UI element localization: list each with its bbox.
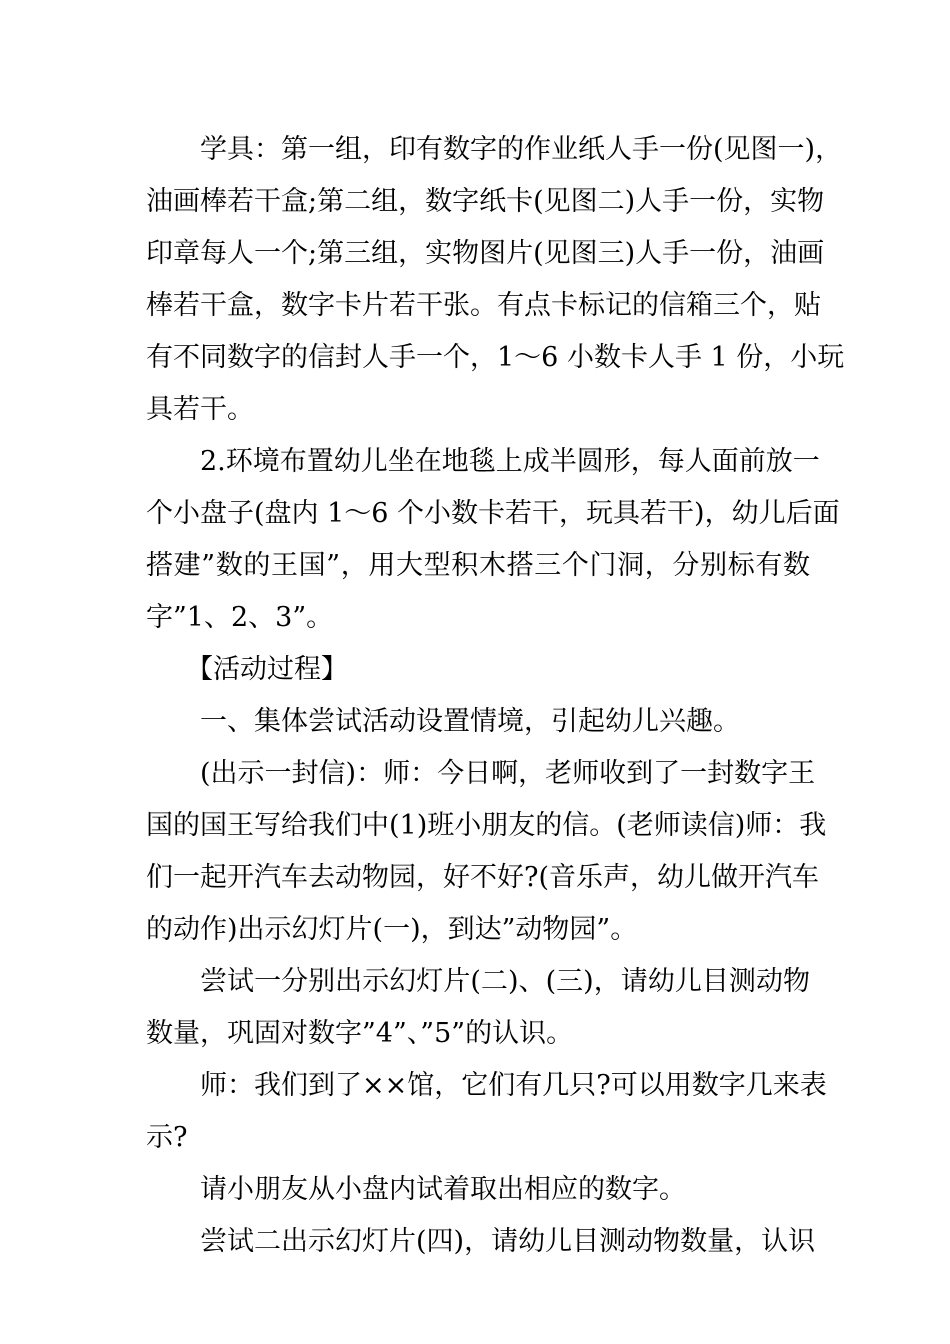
- paragraph-line: 油画棒若干盒;第二组，数字纸卡(见图二)人手一份，实物: [146, 186, 825, 217]
- paragraph-line: 印章每人一个;第三组，实物图片(见图三)人手一份，油画: [146, 238, 825, 269]
- paragraph-line: 学具：第一组，印有数字的作业纸人手一份(见图一)，: [200, 134, 843, 165]
- paragraph-line: 搭建”数的王国”，用大型积木搭三个门洞，分别标有数: [146, 550, 810, 581]
- paragraph-line: 字”1、2、3”。: [146, 602, 334, 633]
- paragraph-line: 棒若干盒，数字卡片若干张。有点卡标记的信箱三个，贴: [146, 290, 821, 321]
- paragraph-line: 示?: [146, 1122, 188, 1153]
- paragraph-line: 数量，巩固对数字”4”、”5”的认识。: [146, 1018, 574, 1049]
- paragraph-line: 具若干。: [146, 394, 254, 425]
- paragraph-line: 的动作)出示幻灯片(一)，到达”动物园”。: [146, 914, 638, 945]
- paragraph-line: 尝试一分别出示幻灯片(二)、(三)，请幼儿目测动物: [200, 966, 810, 997]
- paragraph-line: (出示一封信)：师：今日啊，老师收到了一封数字王: [200, 758, 816, 789]
- document-body: [146, 124, 845, 1268]
- paragraph-line: 个小盘子(盘内 1～6 个小数卡若干，玩具若干)，幼儿后面: [146, 498, 840, 529]
- section-heading: 【活动过程】: [186, 654, 348, 685]
- paragraph-line: 请小朋友从小盘内试着取出相应的数字。: [200, 1174, 686, 1205]
- paragraph-line: 尝试二出示幻灯片(四)，请幼儿目测动物数量，认识: [200, 1226, 816, 1257]
- paragraph-line: 2.环境布置幼儿坐在地毯上成半圆形，每人面前放一: [200, 446, 820, 477]
- paragraph-line: 一、集体尝试活动设置情境，引起幼儿兴趣。: [200, 706, 740, 737]
- paragraph-line: 们一起开汽车去动物园，好不好?(音乐声，幼儿做开汽车: [146, 862, 820, 893]
- paragraph-line: 国的国王写给我们中(1)班小朋友的信。(老师读信)师：我: [146, 810, 827, 841]
- paragraph-line: 有不同数字的信封人手一个，1～6 小数卡人手 1 份，小玩: [146, 342, 845, 373]
- paragraph-line: 师：我们到了××馆，它们有几只?可以用数字几来表: [200, 1070, 827, 1101]
